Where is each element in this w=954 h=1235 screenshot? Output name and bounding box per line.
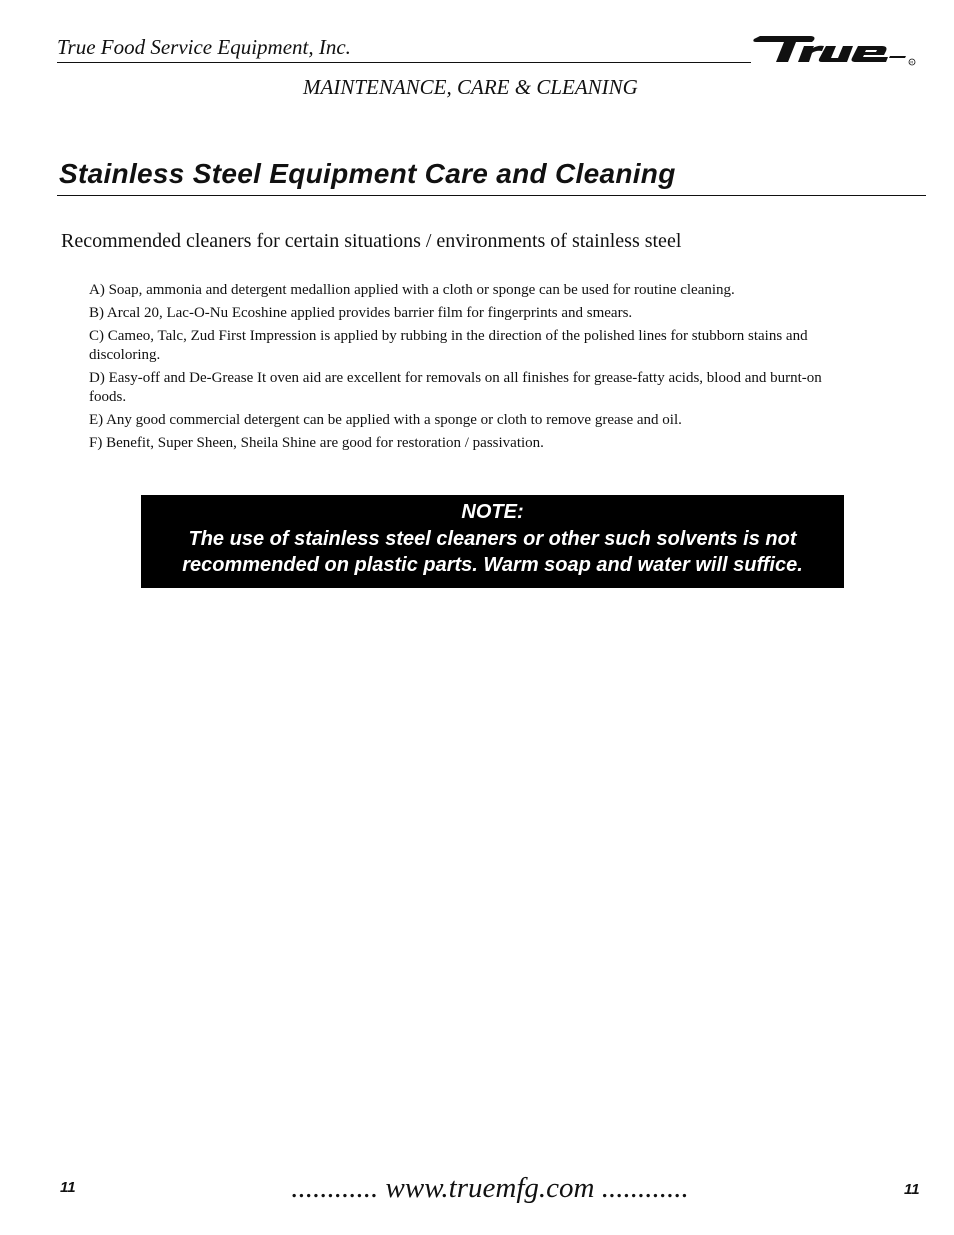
note-heading: NOTE:: [461, 501, 524, 523]
list-item: D) Easy-off and De-Grease It oven aid are excellent for removals on all finishes for grease-fatty acids, blood and burnt-on foods.: [89, 370, 822, 405]
true-logo: [752, 30, 918, 70]
note-line: The use of stainless steel cleaners or other such solvents is not: [188, 527, 797, 550]
list-item: C) Cameo, Talc, Zud First Impression is applied by rubbing in the direction of the polished lines for stubborn stains and discoloring.: [89, 328, 808, 363]
company-name: True Food Service Equipment, Inc.: [57, 35, 351, 59]
list-item: E) Any good commercial detergent can be applied with a sponge or cloth to remove grease and oil.: [89, 412, 682, 428]
header-divider: [57, 62, 751, 63]
website-footer: ............ www.truemfg.com ............: [291, 1172, 689, 1204]
list-item: B) Arcal 20, Lac-O-Nu Ecoshine applied provides barrier film for fingerprints and smears.: [89, 305, 633, 321]
cleaner-list: [89, 281, 829, 457]
title-divider: [57, 195, 926, 196]
list-item: F) Benefit, Super Sheen, Sheila Shine are good for restoration / passivation.: [89, 435, 544, 451]
page-number-right: 11: [904, 1181, 920, 1198]
intro-text: Recommended cleaners for certain situations / environments of stainless steel: [61, 230, 682, 252]
section-subtitle: MAINTENANCE, CARE & CLEANING: [303, 75, 638, 99]
svg-text:R: R: [910, 59, 914, 65]
note-line: recommended on plastic parts. Warm soap and water will suffice.: [182, 554, 803, 576]
list-item: A) Soap, ammonia and detergent medallion applied with a cloth or sponge can be used for routine cleaning.: [89, 282, 735, 298]
page-title: Stainless Steel Equipment Care and Cleaning: [59, 158, 676, 189]
page-number-left: 11: [60, 1179, 76, 1196]
note-box: [141, 495, 844, 588]
